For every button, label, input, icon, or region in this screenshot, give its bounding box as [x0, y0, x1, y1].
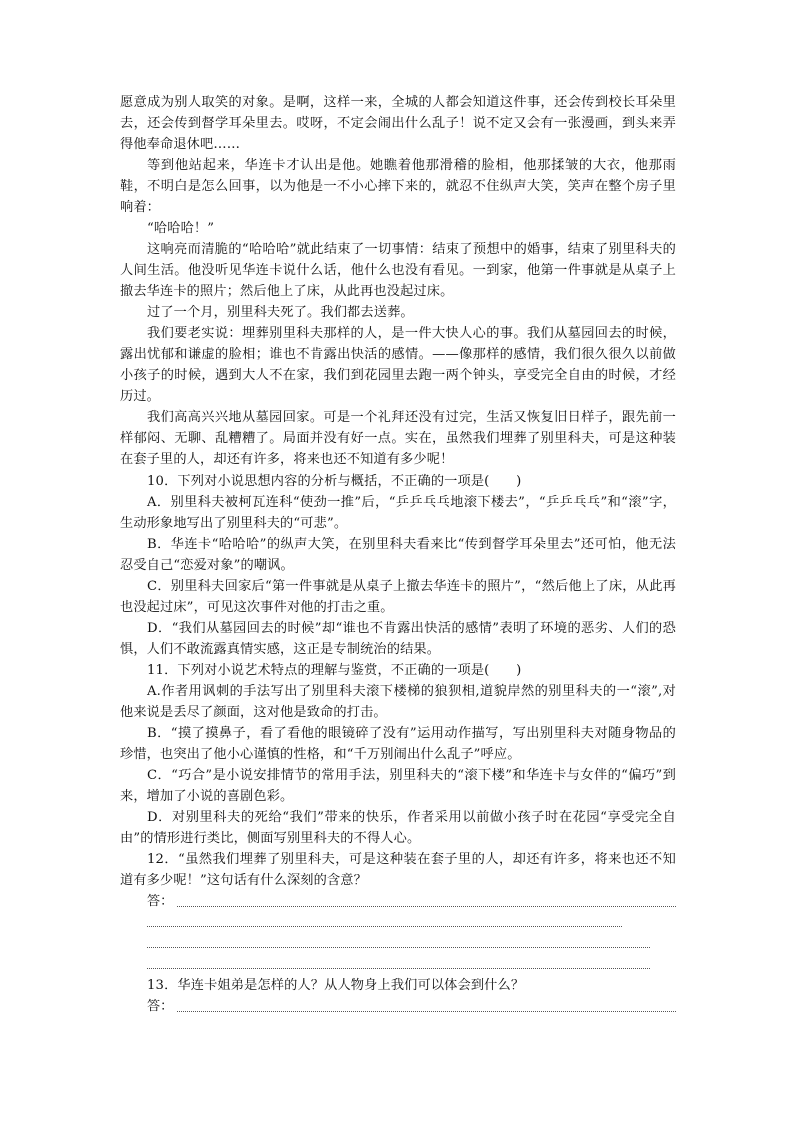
- question-10-option-a: A．别里科夫被柯瓦连科“使劲一推”后，“乒乒乓乓地滚下楼去”，“乒乒乓乓”和“滚”字，生动形象地写出了别里科夫的“可悲”。: [120, 495, 676, 531]
- question-13-answer-line[interactable]: [120, 996, 676, 1017]
- question-13-stem: 13．华连卡姐弟是怎样的人？从人物身上我们可以体会到什么？: [147, 978, 525, 993]
- question-11-stem: 11．下列对小说艺术特点的理解与鉴赏，不正确的一项是( ): [147, 663, 522, 678]
- answer-dotted-line[interactable]: [120, 954, 676, 975]
- document-page: [120, 92, 676, 1017]
- question-11-option-d: D．对别里科夫的死给“我们”带来的快乐，作者采用以前做小孩子时在花园“享受完全自由”的情形进行类比，侧面写别里科夫的不得人心。: [120, 810, 676, 846]
- paragraph-3: “哈哈哈！”: [147, 221, 215, 236]
- question-10-option-c: C．别里科夫回家后“第一件事就是从桌子上撤去华连卡的照片”，“然后他上了床，从此再也没起过床”，可见这次事件对他的打击之重。: [120, 579, 676, 615]
- question-12-answer-line[interactable]: [120, 891, 676, 912]
- question-11-option-c: C．“巧合”是小说安排情节的常用手法，别里科夫的“滚下楼”和华连卡与女伴的“偏巧”到来，增加了小说的喜剧色彩。: [120, 768, 676, 804]
- answer-label: 答：: [147, 894, 174, 909]
- question-12-stem: 12．“虽然我们埋葬了别里科夫，可是这种装在套子里的人，却还有许多，将来也还不知道有多少呢！”这句话有什么深刻的含意？: [120, 852, 676, 888]
- paragraph-5: 过了一个月，别里科夫死了。我们都去送葬。: [147, 305, 414, 320]
- question-11-option-b: B．“摸了摸鼻子，看了看他的眼镜碎了没有”运用动作描写，写出别里科夫对随身物品的珍惜，也突出了他小心谨慎的性格，和“千万别闹出什么乱子”呼应。: [120, 726, 676, 762]
- paragraph-4: 这响亮而清脆的“哈哈哈”就此结束了一切事情：结束了预想中的婚事，结束了别里科夫的人间生活。他没听见华连卡说什么话，他什么也没有看见。一到家，他第一件事就是从桌子上撤去华连卡的照片；然后他上了床，从此再也没起过床。: [120, 242, 676, 299]
- answer-label: 答：: [147, 999, 174, 1014]
- paragraph-2: 等到他站起来，华连卡才认出是他。她瞧着他那滑稽的脸相，他那揉皱的大衣，他那雨鞋，不明白是怎么回事，以为他是一不小心摔下来的，就忍不住纵声大笑，笑声在整个房子里响着：: [120, 158, 676, 215]
- question-10-option-d: D．“我们从墓园回去的时候”却“谁也不肯露出快活的感情”表明了环境的恶劣、人们的恐惧，人们不敢流露真情实感，这正是专制统治的结果。: [120, 621, 676, 657]
- paragraph-1: 愿意成为别人取笑的对象。是啊，这样一来，全城的人都会知道这件事，还会传到校长耳朵里去，还会传到督学耳朵里去。哎呀，不定会闹出什么乱子！说不定又会有一张漫画，到头来弄得他奉命退休吧……: [120, 95, 676, 152]
- answer-dotted-line: [177, 1011, 676, 1012]
- question-10-option-b: B．华连卡“哈哈哈”的纵声大笑，在别里科夫看来比“传到督学耳朵里去”还可怕，他无法忍受自己“恋爱对象”的嘲讽。: [120, 537, 676, 573]
- question-11-option-a: A.作者用讽刺的手法写出了别里科夫滚下楼梯的狼狈相,道貌岸然的别里科夫的一“滚”,对他来说是丢尽了颜面，这对他是致命的打击。: [120, 684, 676, 720]
- question-10-stem: 10．下列对小说思想内容的分析与概括，不正确的一项是( ): [147, 474, 522, 489]
- answer-dotted-line: [177, 906, 676, 907]
- answer-dotted-line[interactable]: [120, 933, 676, 954]
- paragraph-7: 我们高高兴兴地从墓园回家。可是一个礼拜还没有过完，生活又恢复旧日样子，跟先前一样郁闷、无聊、乱糟糟了。局面并没有好一点。实在，虽然我们埋葬了别里科夫，可是这种装在套子里的人，却还有许多，将来也还不知道有多少呢！: [120, 410, 676, 467]
- answer-dotted-line[interactable]: [120, 912, 676, 933]
- paragraph-6: 我们要老实说：埋葬别里科夫那样的人，是一件大快人心的事。我们从墓园回去的时候，露出忧郁和谦虚的脸相；谁也不肯露出快活的感情。——像那样的感情，我们很久很久以前做小孩子的时候，遇到大人不在家，我们到花园里去跑一两个钟头，享受完全自由的时候，才经历过。: [120, 326, 676, 404]
